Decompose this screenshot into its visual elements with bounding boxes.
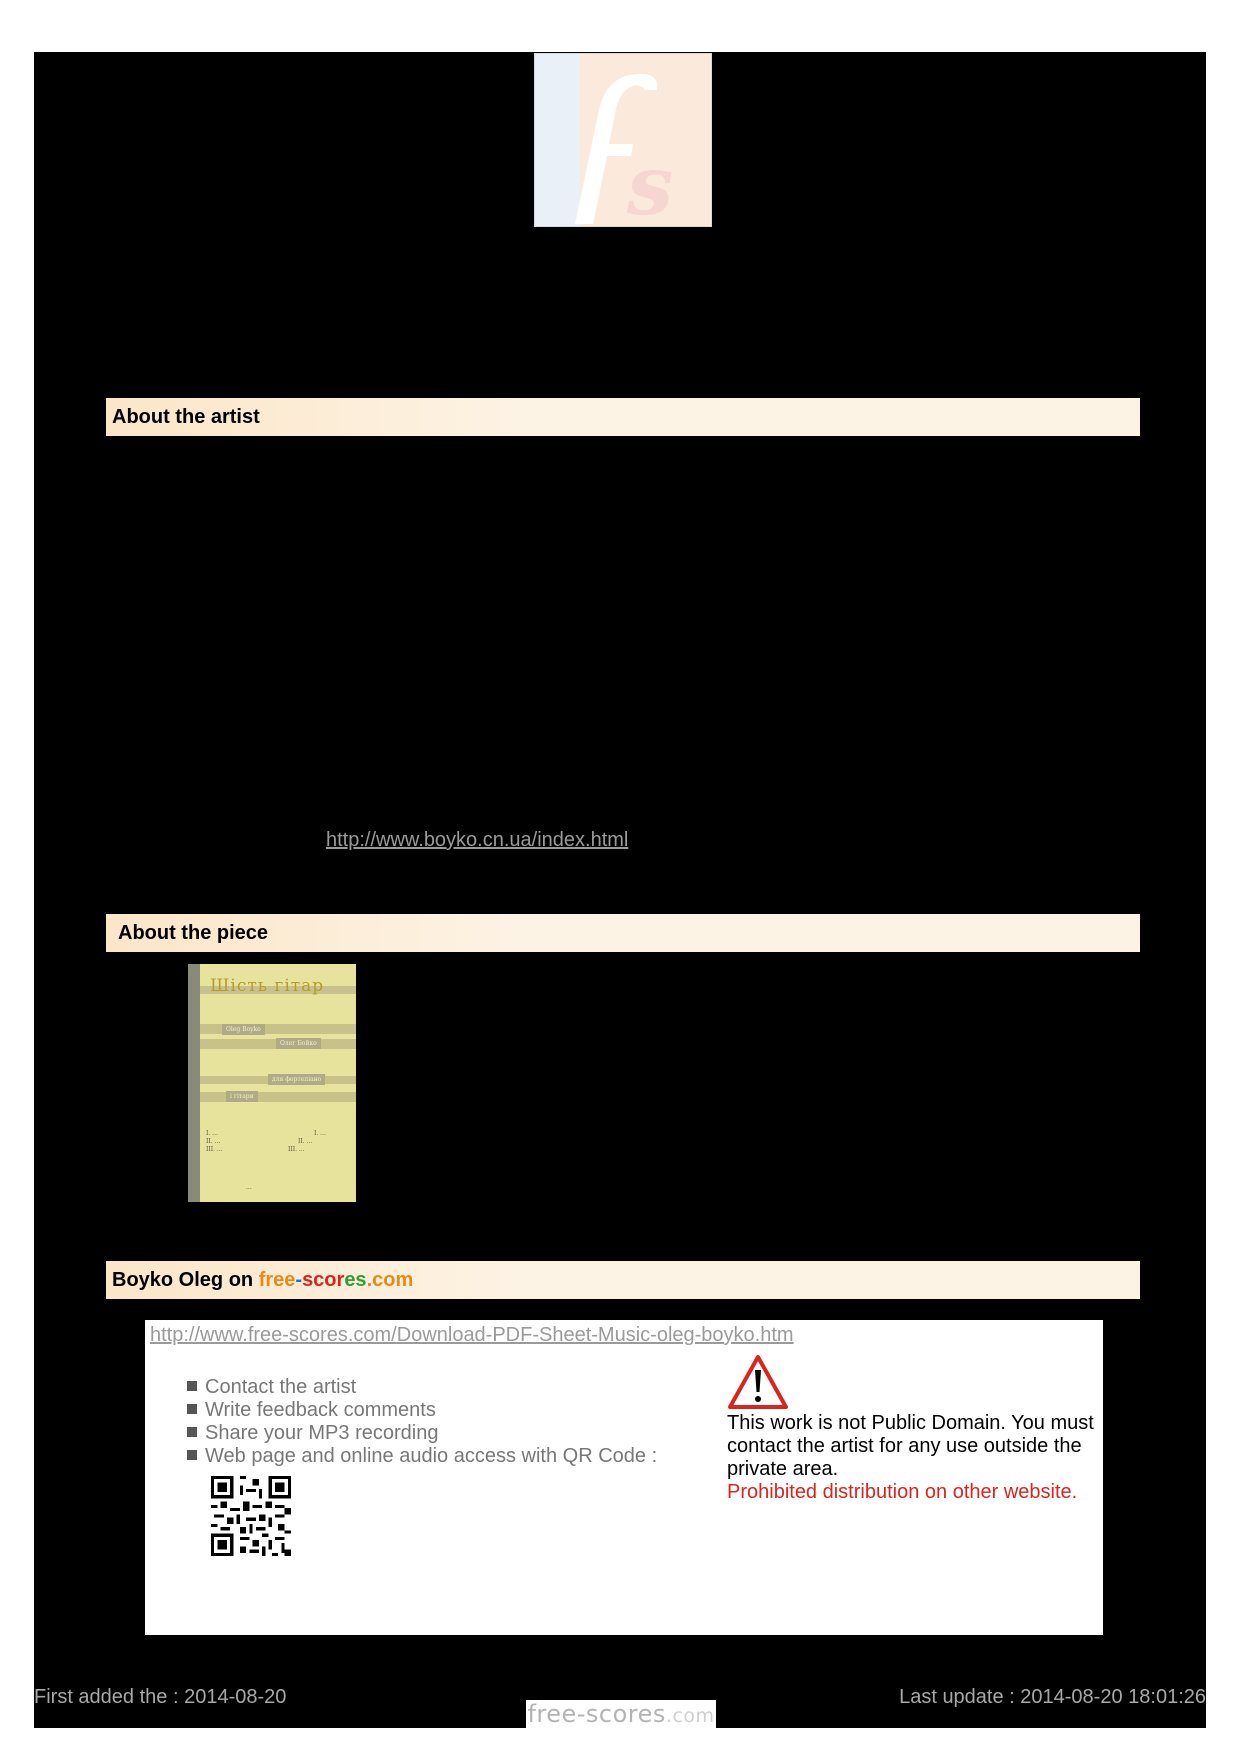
bullet-icon: [187, 1450, 197, 1460]
brand-part: free: [258, 1269, 296, 1291]
cover-title: Шість гітар: [210, 976, 325, 996]
brand-part: es: [344, 1269, 367, 1291]
brand-part: .com: [366, 1269, 414, 1291]
last-update-date: Last update : 2014-08-20 18:01:26: [899, 1686, 1206, 1708]
copyright-warning: [727, 1412, 1097, 1504]
cover-instrument-2: і гітари: [226, 1091, 258, 1102]
free-scores-url-link[interactable]: http://www.free-scores.com/Download-PDF-Sheet-Music-oleg-boyko.htm: [150, 1324, 794, 1346]
cover-right-item: ІІІ. ...: [288, 1146, 305, 1153]
warning-red-text: Prohibited distribution on other website.: [727, 1481, 1078, 1503]
brand-part: -: [295, 1269, 303, 1291]
cover-spine: [188, 964, 200, 1202]
write-feedback-link[interactable]: [187, 1399, 657, 1422]
bullet-icon: [187, 1427, 197, 1437]
link-label: Share your MP3 recording: [205, 1422, 439, 1444]
cover-left-item: ІІІ. ...: [206, 1146, 223, 1153]
section-header-piece: About the piece: [106, 914, 1140, 952]
footer-free-scores-logo[interactable]: [526, 1700, 716, 1728]
cover-footer: ...: [246, 1184, 252, 1191]
score-cover-image: [188, 964, 356, 1202]
free-scores-title-prefix: Boyko Oleg on: [112, 1269, 259, 1291]
contact-artist-link[interactable]: [187, 1376, 657, 1399]
link-label: Web page and online audio access with QR Code :: [205, 1445, 658, 1467]
footer-logo-main: free-scores: [527, 1700, 666, 1728]
link-label: Contact the artist: [205, 1376, 357, 1398]
cover-left-item: І. ...: [206, 1130, 218, 1137]
artist-actions-list: [187, 1376, 657, 1468]
artist-website-link[interactable]: http://www.boyko.cn.ua/index.html: [326, 829, 629, 851]
bullet-icon: [187, 1404, 197, 1414]
cover-right-item: ІІ. ...: [298, 1138, 313, 1145]
free-scores-panel: [145, 1320, 1103, 1635]
svg-text:s: s: [627, 138, 674, 227]
cover-right-item: І. ...: [314, 1130, 326, 1137]
cover-left-item: ІІ. ...: [206, 1138, 221, 1145]
qr-code-access-link[interactable]: [187, 1445, 657, 1468]
cover-instrument: для фортепіано: [268, 1074, 325, 1085]
share-mp3-link[interactable]: [187, 1422, 657, 1445]
bullet-icon: [187, 1381, 197, 1391]
cover-band: [200, 1092, 356, 1102]
link-label: Write feedback comments: [205, 1399, 436, 1421]
brand-part: scor: [302, 1269, 345, 1291]
section-header-free-scores: [106, 1261, 1140, 1299]
footer-logo-suffix: .com: [665, 1705, 715, 1727]
first-added-date: First added the : 2014-08-20: [34, 1686, 287, 1708]
qr-code-icon[interactable]: [211, 1476, 291, 1561]
cover-author-latin: Oleg Boyko: [222, 1024, 265, 1035]
warning-text: This work is not Public Domain. You must contact the artist for any use outside the private area.: [727, 1412, 1094, 1480]
warning-triangle-icon: [727, 1354, 789, 1415]
section-header-artist: About the artist: [106, 398, 1140, 436]
free-scores-logo: [534, 53, 712, 227]
cover-author-cyrillic: Олег Бойко: [276, 1038, 321, 1049]
